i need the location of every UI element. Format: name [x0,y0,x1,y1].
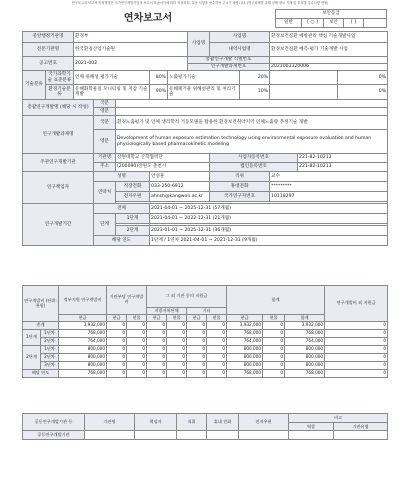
nat-std-label: 국가과학기술 표준분류 [46,71,74,85]
budget-cell: 768,000 [285,330,325,338]
year-label: 3년차 [41,362,59,370]
budget-cell: 800,000 [227,362,263,370]
org-inkind-header: 현물 [127,315,147,322]
budget-cell: 0 [147,370,167,378]
budget-cell: 0 [187,330,207,338]
pi-label: 연구책임자 [23,172,94,204]
org-cash-header: 현금 [107,315,127,322]
nat-std-pct-2: 20% [240,71,270,85]
org-name-label: 기관명 [94,154,116,163]
etc-inkind-header: 현물 [207,315,227,322]
total-period-value: 2021-04-01 ~ 2025-12-31 (57개월) [150,204,388,214]
current-year-label: 해당 연도 [23,370,59,378]
budget-cell: 0 [147,330,167,338]
corp-no-label: 법인등록번호 [210,163,298,172]
budget-cell: 800,000 [285,362,325,370]
budget-cell: 0 [127,322,147,330]
overall-title-label: 총괄연구개발명 (해당 시 작성) [23,100,94,116]
budget-cell: 0 [325,362,388,370]
budget-cell: 0 [107,330,127,338]
coop-email-header: 전자우편 [239,414,289,431]
budget-cell: 0 [325,330,388,338]
local-inkind-header: 현물 [167,315,187,322]
task-eng-value: Development of human exposure estimation technology using environmental exposure evaluation and human physiologically based pharmacokinetic modeling [116,130,388,154]
gov-budget-label: 정부지원 연구개발비 [59,286,107,315]
budget-cell: 0 [147,346,167,354]
budget-cell: 768,000 [59,370,107,378]
budget-cell: 0 [167,362,187,370]
coop-note-header: 비고 [289,414,388,423]
budget-cell: 0 [167,370,187,378]
stage2-label: 2단계 [116,226,150,236]
budget-row [23,354,388,362]
budget-row [23,362,388,370]
budget-cell: 800,000 [227,354,263,362]
budget-cell: 0 [147,362,167,370]
subprogram-label: 내역사업명 [210,43,270,57]
task-no-label: 연구개발과제번호 [188,64,270,71]
env-item-3 [270,85,338,100]
addr-value: (200090)강원도 춘천시 [116,163,210,172]
sum-total-header: 합계 [285,315,325,322]
nat-std-item-2: 노출평가기술 [168,71,240,85]
coop-pos-header: 직위 [177,414,207,431]
nat-std-item-3 [270,71,338,85]
overall-kor-label: 국문 [94,100,116,108]
sum-cash-header: 현금 [227,315,263,322]
program-name-label: 사업명 [210,32,270,43]
budget-cell: 800,000 [59,362,107,370]
coop-type-header: 기관유형 [334,423,388,431]
budget-cell: 0 [207,362,227,370]
budget-cell: 0 [187,354,207,362]
overall-eng-value [116,108,388,116]
agency-label: 전문기관명 [23,43,74,57]
year-label: 1년차 [41,330,59,338]
agency-value: 한국환경산업기술원 [74,43,188,57]
budget-cell: 768,000 [285,370,325,378]
budget-row [23,346,388,354]
project-no-value [270,57,388,64]
tech-class-label: 기술분류 [23,71,46,100]
env-pct-2: 10% [240,85,270,100]
nat-std-pct-1: 80% [150,71,168,85]
budget-cell: 0 [263,338,285,346]
budget-cell: 0 [207,346,227,354]
budget-cell: 0 [187,322,207,330]
org-budget-label: 기관부담 연구개발비 [107,286,147,315]
gov-cash-header: 현금 [59,315,107,322]
biz-no-label: 사업자등록번호 [210,154,298,163]
budget-cell: 800,000 [59,354,107,362]
budget-table [22,285,388,378]
notice-label: 공고번호 [23,57,74,71]
coop-role-header: 역할 [289,423,334,431]
coop-label: 공동연구개발기관 등 [23,414,85,431]
phone-label: 직장전화 [116,182,150,192]
budget-cell: 0 [207,322,227,330]
etc-cash-header: 현금 [187,315,207,322]
budget-cell: 0 [127,338,147,346]
budget-cell: 0 [147,338,167,346]
addr-label: 주소 [94,163,116,172]
info-table [22,31,388,246]
security-grade-box [275,9,387,28]
task-kor-label: 국문 [94,116,116,130]
pi-pos-value: 교수 [270,172,388,182]
budget-cell: 0 [147,322,167,330]
task-title-label: 연구개발과제명 [23,116,94,154]
budget-cell: 0 [325,338,388,346]
budget-cell: 0 [263,362,285,370]
sum-label: 합계 [227,286,325,315]
budget-cell: 800,000 [285,354,325,362]
budget-cell: 0 [107,346,127,354]
security-secret-label: 보안 [324,19,344,28]
budget-cell: 0 [325,346,388,354]
period-label: 연구개발기간 [23,204,94,246]
corp-no-value: 221-82-10213 [298,163,388,172]
budget-cell: 3,932,000 [227,322,263,330]
budget-cell: 0 [107,322,127,330]
outside-support-label: 연구개발비 외 지원금 [325,286,388,322]
project-no-label: 총괄연구개발 식별번호 [188,57,270,64]
coop-pi-header: 책임자 [135,414,177,431]
budget-cell: 0 [207,330,227,338]
overall-kor-value [116,100,388,108]
nat-std-pct-3: 0% [338,71,388,85]
budget-row [23,330,388,338]
stage2-budget-label: 2단계 [23,346,41,370]
budget-cell: 800,000 [227,346,263,354]
budget-cell: 3,932,000 [285,322,325,330]
security-normal-label: 일반 [276,19,302,28]
security-secret-checkbox[interactable]: [ ] [344,19,364,28]
coop-org-header: 기관명 [85,414,135,431]
security-grade-label: 보안등급 [276,10,387,19]
report-title: 연차보고서 [123,13,173,25]
budget-unit-label: 연구개발비 (단위: 천원) [23,286,59,322]
notice-value: 2021-002 [74,57,188,71]
budget-cell: 0 [263,322,285,330]
budget-cell: 0 [263,330,285,338]
biz-no-value: 221-82-10213 [298,154,388,163]
ministry-value: 환경부 [74,32,188,43]
budget-cell: 764,000 [59,338,107,346]
program-label: 사업명 [188,32,210,57]
pi-name-value: 안성훈 [150,172,210,182]
budget-row [23,338,388,346]
budget-cell: 0 [127,362,147,370]
total-period-label: 전체 [94,204,150,214]
budget-cell: 0 [263,370,285,378]
overall-eng-label: 영문 [94,108,116,116]
budget-row [23,322,388,330]
coop-row [23,431,388,440]
coop-mobile-header: 휴대 전화 [207,414,239,431]
year-period-value: 1단계 / 1연차 2021-04-01 ~ 2021-12-31 (9개월) [150,236,388,246]
phone-value: 033-250-6912 [150,182,210,192]
pi-name-label: 성명 [94,172,150,182]
budget-cell: 0 [107,370,127,378]
budget-cell: 0 [207,370,227,378]
budget-row [23,370,388,378]
year-label: 2년차 [41,338,59,346]
budget-cell: 768,000 [227,330,263,338]
env-item-2: 유해폐기물 위해성관리 및 처리기술 [168,85,240,100]
budget-cell: 0 [187,362,207,370]
task-kor-value: 환경노출평가 및 인체 생리학적 거동모델을 활용한 환경보건취약지역 인체노출량 추정기술 개발 [116,116,388,130]
stage-label: 단계 [94,214,116,236]
etc-label: 기타 [187,308,227,315]
budget-cell: 0 [325,322,388,330]
budget-cell: 0 [147,354,167,362]
stage1-label: 1단계 [116,214,150,224]
budget-cell: 0 [207,354,227,362]
program-name-value: 환경보건질환 예방관리 핵심 기술개발사업 [270,32,388,43]
budget-cell: 3,932,000 [59,322,107,330]
budget-cell: 0 [325,354,388,362]
year-period-label: 해당 연도 [94,236,150,246]
budget-cell: 764,000 [285,338,325,346]
budget-cell: 764,000 [227,338,263,346]
budget-cell: 0 [325,370,388,378]
sum-inkind-header: 현물 [263,315,285,322]
total-row-label: 총계 [23,322,59,330]
ministry-label: 중앙행정기관명 [23,32,74,43]
task-eng-label: 영문 [94,130,116,154]
env-pct-3: 0% [338,85,388,100]
budget-cell: 0 [167,330,187,338]
year-label: 2년차 [41,354,59,362]
budget-cell: 0 [107,354,127,362]
budget-cell: 0 [207,338,227,346]
researcher-no-value: 10118297 [270,192,388,202]
other-support-label: 그 외 기관 등의 지원금 [147,286,227,308]
env-pct-1: 90% [150,85,168,100]
budget-cell: 768,000 [59,330,107,338]
lead-org-label: 주관연구개발기관 [23,154,94,172]
contact-label: 연락처 [94,182,116,204]
stage1-budget-label: 1단계 [23,330,41,346]
stage2-period: 2023-01-01 ~ 2025-12-31 (36개월) [150,226,388,236]
coop-org-table [22,413,388,440]
subprogram-value: 환경보건질환 예측·평가 기술개발 사업 [270,43,388,57]
budget-cell: 0 [167,338,187,346]
budget-cell: 0 [127,346,147,354]
email-value[interactable]: ahnsh@kangwon.ac.kr [150,192,210,202]
budget-cell: 0 [263,354,285,362]
budget-cell: 768,000 [227,370,263,378]
top-note: 연구보고서 보고서 작성방법은 국가연구개발사업의 보고서 표준서식에 따라 작성하되, 다음 사항을 준수하여 주시기 바랍니다. (연구과제별 과제 상세 정보 기재 및 부처별 특수사항 반영) [71,1,329,5]
task-no-value: 2021003320006 [270,64,388,71]
local-gov-label: 지방자치단체 [147,308,187,315]
email-label: 전자우편 [116,192,150,202]
budget-cell: 0 [263,346,285,354]
coop-row-label: 공동연구개발기관 [23,431,85,440]
mobile-label: 휴대전화 [210,182,270,192]
budget-cell: 0 [187,346,207,354]
mobile-value: ********* [270,182,388,192]
env-item-1: 유해화학물질 모니터링 및 저감 기술 개발 [74,85,150,100]
budget-cell: 0 [167,322,187,330]
env-class-label: 환경기술분류 [46,85,74,100]
budget-cell: 0 [187,338,207,346]
pi-pos-label: 직위 [210,172,270,182]
org-name-value: 강원대학교 산학협력단 [116,154,210,163]
budget-cell: 0 [127,354,147,362]
researcher-no-label: 국가연구자번호 [210,192,270,202]
budget-cell: 0 [127,330,147,338]
budget-cell: 800,000 [59,346,107,354]
local-cash-header: 현금 [147,315,167,322]
nat-std-item-1: 인체 위해성 평가기술 [74,71,150,85]
budget-cell: 0 [127,370,147,378]
budget-cell: 0 [167,354,187,362]
budget-cell: 0 [107,362,127,370]
budget-cell: 0 [107,338,127,346]
stage1-period: 2021-04-01 ~ 2022-12-31 (21개월) [150,214,388,224]
budget-cell: 800,000 [285,346,325,354]
security-normal-checkbox[interactable]: [ ○ ] [302,19,324,28]
budget-cell: 0 [187,370,207,378]
budget-cell: 0 [167,346,187,354]
year-label: 1년차 [41,346,59,354]
